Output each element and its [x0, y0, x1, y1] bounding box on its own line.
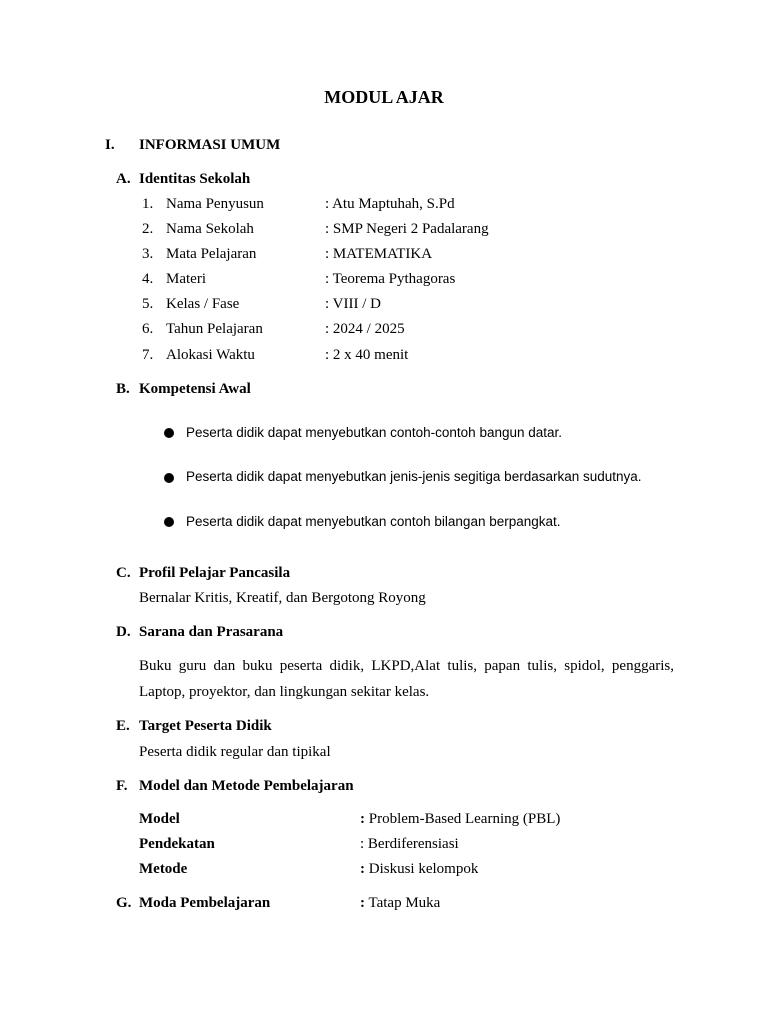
- method-label: Model: [139, 811, 180, 827]
- target-text: Peserta didik regular dan tipikal: [139, 744, 331, 760]
- identity-num: 2.: [142, 221, 154, 237]
- method-value: [360, 835, 459, 853]
- method-value: [360, 810, 560, 828]
- page-title: MODUL AJAR: [324, 87, 444, 107]
- subsection-c-heading: Profil Pelajar Pancasila: [139, 565, 291, 581]
- subsection-g-letter: G.: [116, 895, 132, 911]
- identity-value: : Teorema Pythagoras: [325, 271, 456, 287]
- method-value-text: Problem-Based Learning (PBL): [365, 811, 561, 827]
- section-heading: INFORMASI UMUM: [139, 137, 281, 153]
- facilities-paragraph: [139, 653, 674, 705]
- facilities-line: Laptop, proyektor, dan lingkungan sekitar kelas.: [139, 684, 430, 700]
- competency-text: Peserta didik dapat menyebutkan contoh-contoh bangun datar.: [186, 425, 563, 440]
- identity-num: 7.: [142, 347, 154, 363]
- subsection-a-heading: Identitas Sekolah: [139, 171, 251, 187]
- method-value: [360, 860, 478, 878]
- subsection-b-heading: Kompetensi Awal: [139, 381, 251, 397]
- identity-value: : 2 x 40 menit: [325, 347, 409, 363]
- subsection-c-letter: C.: [116, 565, 131, 581]
- subsection-f-letter: F.: [116, 778, 128, 794]
- identity-value: : Atu Maptuhah, S.Pd: [325, 196, 455, 212]
- competency-text: Peserta didik dapat menyebutkan contoh bilangan berpangkat.: [186, 514, 561, 529]
- identity-label: Mata Pelajaran: [166, 246, 257, 262]
- identity-label: Kelas / Fase: [166, 296, 240, 312]
- identity-num: 1.: [142, 196, 154, 212]
- identity-num: 6.: [142, 321, 154, 337]
- mode-colon: :: [360, 895, 365, 911]
- competency-text: Peserta didik dapat menyebutkan jenis-jenis segitiga berdasarkan sudutnya.: [186, 469, 642, 484]
- facilities-line: Buku guru dan buku peserta didik, LKPD,Alat tulis, papan tulis, spidol, penggaris,: [139, 658, 674, 674]
- section-number: I.: [105, 137, 115, 153]
- identity-num: 4.: [142, 271, 154, 287]
- identity-label: Alokasi Waktu: [166, 347, 255, 363]
- identity-value: : VIII / D: [325, 296, 381, 312]
- subsection-d-heading: Sarana dan Prasarana: [139, 624, 284, 640]
- subsection-b-letter: B.: [116, 381, 130, 397]
- subsection-e-letter: E.: [116, 718, 130, 734]
- mode-value-text: Tatap Muka: [365, 895, 441, 911]
- identity-label: Materi: [166, 271, 206, 287]
- identity-value: : MATEMATIKA: [325, 246, 433, 262]
- identity-value: : SMP Negeri 2 Padalarang: [325, 221, 489, 237]
- bullet-icon: [164, 428, 174, 438]
- bullet-icon: [164, 517, 174, 527]
- method-value-text: Diskusi kelompok: [365, 861, 479, 877]
- bullet-icon: [164, 473, 174, 483]
- identity-num: 5.: [142, 296, 154, 312]
- identity-label: Nama Sekolah: [166, 221, 254, 237]
- subsection-g-heading: Moda Pembelajaran: [139, 895, 271, 911]
- identity-num: 3.: [142, 246, 154, 262]
- subsection-d-letter: D.: [116, 624, 131, 640]
- subsection-e-heading: Target Peserta Didik: [139, 718, 272, 734]
- subsection-f-heading: Model dan Metode Pembelajaran: [139, 778, 354, 794]
- identity-value: : 2024 / 2025: [325, 321, 405, 337]
- subsection-a-letter: A.: [116, 171, 131, 187]
- identity-label: Tahun Pelajaran: [166, 321, 263, 337]
- method-value-text: : Berdiferensiasi: [360, 836, 459, 852]
- method-colon: :: [360, 811, 365, 827]
- method-label: Pendekatan: [139, 836, 215, 852]
- method-colon: :: [360, 861, 365, 877]
- mode-value: [360, 894, 440, 912]
- identity-label: Nama Penyusun: [166, 196, 264, 212]
- method-label: Metode: [139, 861, 188, 877]
- profile-text: Bernalar Kritis, Kreatif, dan Bergotong Royong: [139, 590, 426, 606]
